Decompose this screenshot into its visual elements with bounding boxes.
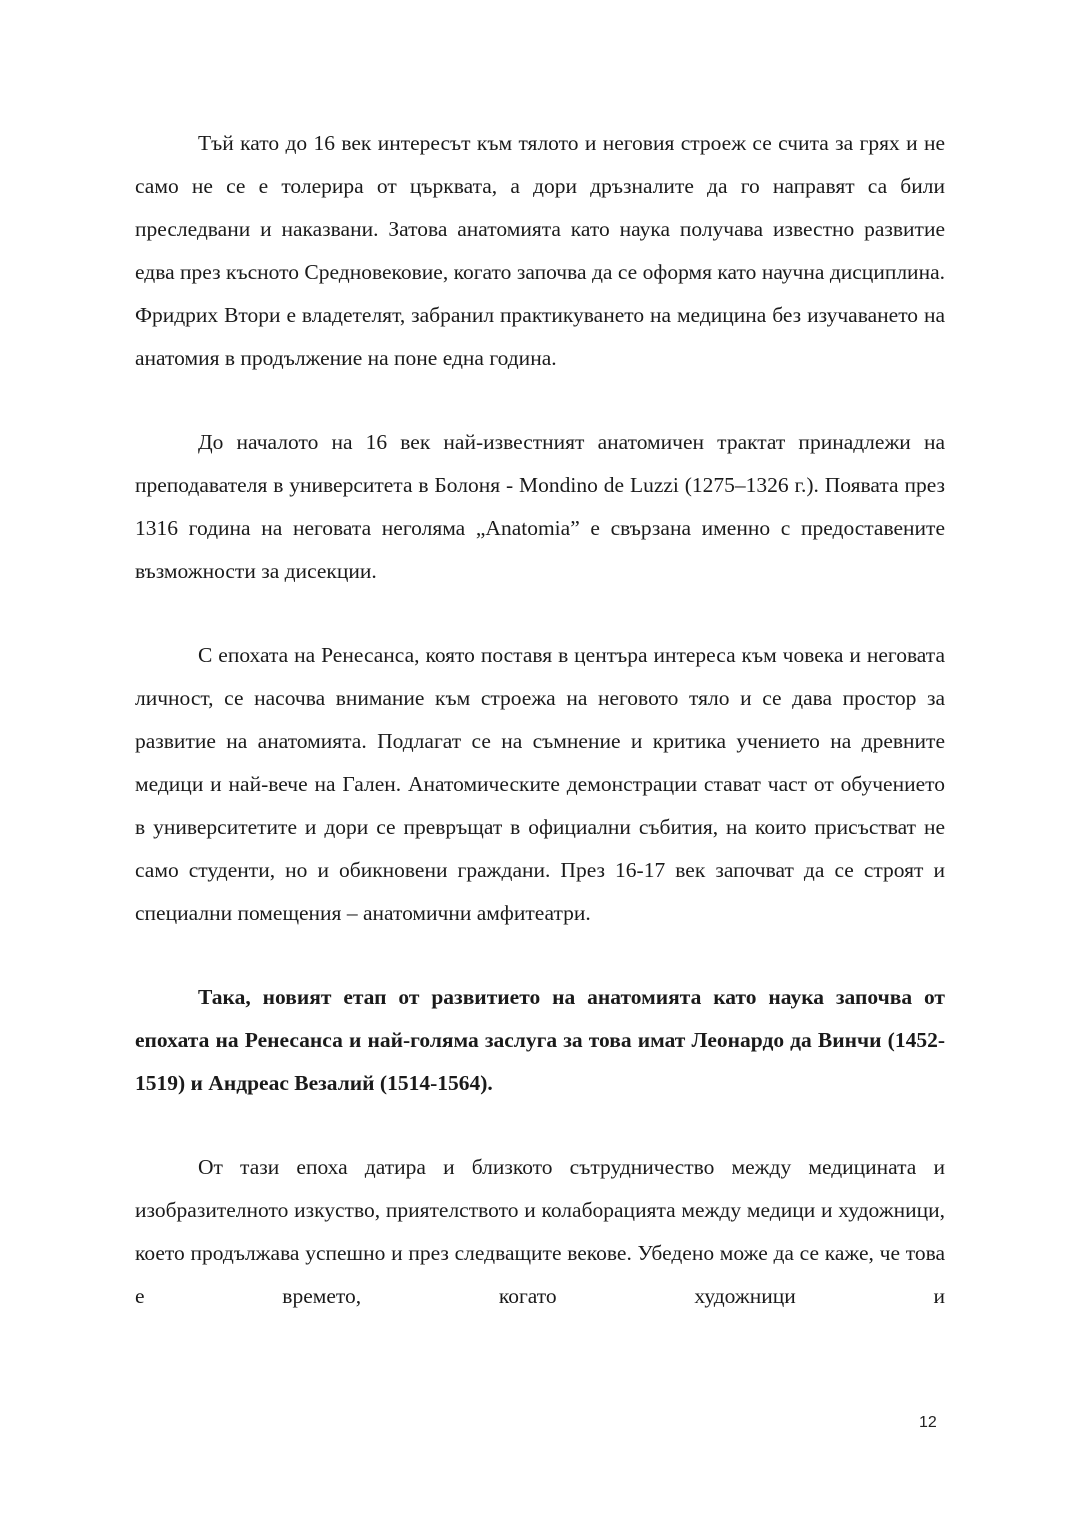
paragraph-anatomy-middle-ages: Тъй като до 16 век интересът към тялото и неговия строеж се счита за грях и не само не се е толерира от църквата, а дори дръзналите да го направят са били преследвани и наказвани. Затова анатомията като наука получава известно развитие едва през късното Средновековие, когато започва да се оформя като научна дисциплина. Фридрих Втори е владетелят, забранил практикуването на медицина без изучаването на анатомия в продължение на поне една година. <box>135 131 945 370</box>
page-body <box>135 122 945 1318</box>
paragraph-mondino-de-luzzi: До началото на 16 век най-известният анатомичен трактат принадлежи на преподавателя в университета в Болоня - Mondino de Luzzi (1275–1326 г.). Появата през 1316 година на неговата неголяма „Anatomia” е свързана именно с предоставените възможности за дисекции. <box>135 430 945 583</box>
paragraph-renaissance: С епохата на Ренесанса, която поставя в центъра интереса към човека и неговата личност, се насочва внимание към строежа на неговото тяло и се дава простор за развитие на анатомията. Подлагат се на съмнение и критика учението на древните медици и най-вече на Гален. Анатомическите демонстрации стават част от обучението в университетите и дори се превръщат в официални събития, на които присъстват не само студенти, но и обикновени граждани. През 16-17 век започват да се строят и специални помещения – анатомични амфитеатри. <box>135 643 945 925</box>
page-number: 12 <box>919 1414 937 1431</box>
paragraph-key-statement: Така, новият етап от развитието на анатомията като наука започва от епохата на Ренесанса и най-голяма заслуга за това имат Леонардо да Винчи (1452-1519) и Андреас Везалий (1514-1564). <box>135 985 945 1095</box>
paragraph-medicine-and-art: От тази епоха датира и близкото сътрудничество между медицината и изобразителното изкуство, приятелството и колаборацията между медици и художници, което продължава успешно и през следващите векове. Убедено може да се каже, че това е времето, когато художници и <box>135 1155 945 1308</box>
